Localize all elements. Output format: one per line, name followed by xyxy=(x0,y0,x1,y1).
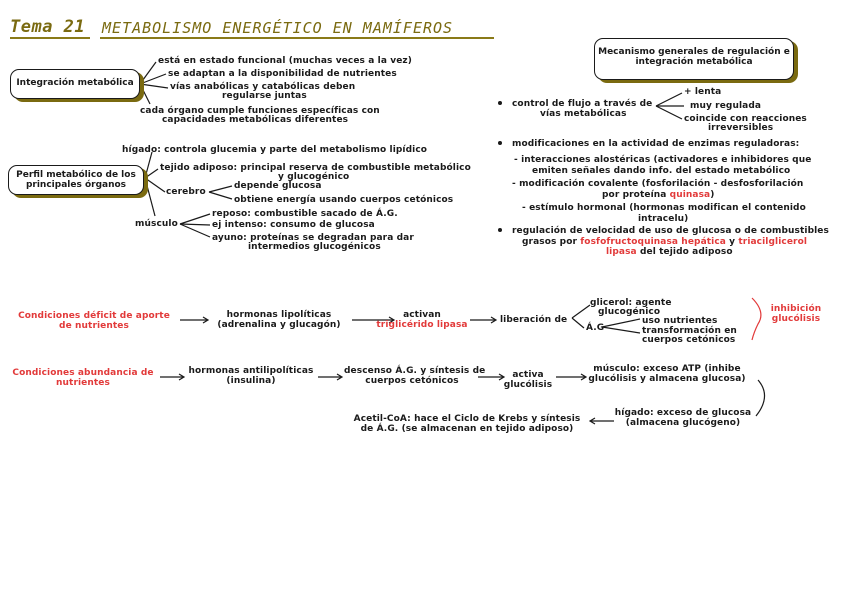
regulacion-text xyxy=(522,237,807,247)
hormonas-line: hormonas lipolíticas xyxy=(226,310,332,320)
modif-text: ) xyxy=(710,190,715,200)
modif-label: modificaciones en la actividad de enzimas reguladoras: xyxy=(512,139,800,149)
bullet-dot xyxy=(498,101,502,105)
perfil-tejido: y glucogénico xyxy=(278,172,350,182)
branch-line xyxy=(180,224,210,225)
hormonas-line: hormonas antilipolíticas xyxy=(188,366,314,376)
glicerol-text: glicerol: agente xyxy=(590,298,672,308)
ag-label: Á.G xyxy=(586,323,605,333)
tema-label: Tema 21 xyxy=(10,17,86,37)
modif-item: intracelu) xyxy=(638,214,689,224)
branch-line xyxy=(209,192,232,199)
tag-lipasa-enzyme: triacilglicerol xyxy=(738,237,808,247)
perfil-tejido: tejido adiposo: principal reserva de combustible metabólico xyxy=(160,163,471,173)
mecanismos-title: integración metabólica xyxy=(635,57,753,67)
activan-text xyxy=(370,310,474,330)
arrow-line xyxy=(318,374,342,380)
regulacion-part: del tejido adiposo xyxy=(639,247,733,257)
musculo-line: glucólisis y almacena glucosa) xyxy=(588,374,746,384)
higado-line: (almacena glucógeno) xyxy=(625,418,741,428)
descenso-line: descenso Á.G. y síntesis de xyxy=(344,366,486,376)
mecanismos-title: Mecanismo generales de regulación e xyxy=(598,47,790,57)
arrow-line xyxy=(160,374,184,380)
ag-item: cuerpos cetónicos xyxy=(642,335,736,345)
cerebro-item: obtiene energía usando cuerpos cetónicos xyxy=(234,195,454,205)
hormonas-line: (insulina) xyxy=(226,376,276,386)
bullet-dot xyxy=(498,228,502,232)
integracion-item: capacidades metabólicas diferentes xyxy=(162,115,349,125)
mecanismos-box xyxy=(594,38,794,80)
tg-lipasa: triglicérido lipasa xyxy=(376,320,468,330)
brace-line xyxy=(752,298,761,340)
inhibicion-line: glucólisis xyxy=(771,314,821,324)
activa-line: activa xyxy=(512,370,544,380)
descenso-line: cuerpos cetónicos xyxy=(365,376,459,386)
modif-item xyxy=(602,190,714,200)
regulacion-part: grasos por xyxy=(522,237,578,247)
branch-line xyxy=(572,318,584,328)
perfil-musculo: músculo xyxy=(135,219,178,229)
branch-line xyxy=(140,84,168,88)
abundancia-label xyxy=(8,368,158,388)
modif-item: - modificación covalente (fosforilación - desfosforilación xyxy=(512,179,804,189)
branch-line xyxy=(209,186,232,192)
musculo-item: ej intenso: consumo de glucosa xyxy=(212,220,375,230)
abundancia-label-line: Condiciones abundancia de xyxy=(12,368,154,378)
higado-line: hígado: exceso de glucosa xyxy=(614,408,752,418)
activan-line: activan xyxy=(403,310,441,320)
integracion-item: está en estado funcional (muchas veces a la vez) xyxy=(158,56,412,66)
branch-line xyxy=(180,224,210,237)
deficit-label-line: de nutrientes xyxy=(59,321,129,331)
pfk-enzyme: fosfofructoquinasa hepática xyxy=(580,237,726,247)
modif-text: por proteína xyxy=(602,190,667,200)
branch-line xyxy=(656,93,682,106)
perfil-label: principales órganos xyxy=(25,180,127,190)
inhibicion-line: inhibición xyxy=(770,304,822,314)
acetil-line: Acetil-CoA: hace el Ciclo de Krebs y síntesis xyxy=(353,414,581,424)
control-item: muy regulada xyxy=(690,101,762,111)
control-item: irreversibles xyxy=(708,123,774,133)
branch-line xyxy=(602,327,640,333)
hormonas-lipoliticas xyxy=(212,310,346,330)
integracion-label: Integración metabólica xyxy=(16,78,134,88)
arrow-line xyxy=(556,374,586,380)
lipasa-enzyme: lipasa xyxy=(606,247,637,257)
deficit-label-line: Condiciones déficit de aporte xyxy=(18,311,170,321)
control-item: + lenta xyxy=(684,87,722,97)
musculo-item: ayuno: proteínas se degradan para dar xyxy=(212,233,414,243)
quinasa-text: quinasa xyxy=(669,190,711,200)
branch-line xyxy=(180,214,210,224)
integracion-item: se adaptan a la disponibilidad de nutrientes xyxy=(168,69,397,79)
regulacion-text: regulación de velocidad de uso de glucosa o de combustibles xyxy=(512,226,829,236)
liberacion-text: liberación de xyxy=(500,315,568,325)
activa-line: glucólisis xyxy=(503,380,553,390)
perfil-higado: hígado: controla glucemia y parte del metabolismo lipídico xyxy=(122,145,428,155)
arrow-line xyxy=(590,418,614,424)
branch-line xyxy=(572,305,590,318)
integracion-box xyxy=(10,69,140,99)
perfil-cerebro: cerebro xyxy=(166,187,206,197)
acetil-coa-text xyxy=(346,414,588,434)
cerebro-item: depende glucosa xyxy=(234,181,322,191)
perfil-box xyxy=(8,165,144,195)
regulacion-text xyxy=(606,247,733,257)
control-label: control de flujo a través de xyxy=(512,99,653,109)
ag-item: uso nutrientes xyxy=(642,316,718,326)
inhibicion-text xyxy=(766,304,826,324)
deficit-label xyxy=(14,311,174,331)
modif-item: - estímulo hormonal (hormonas modifican el contenido xyxy=(522,203,806,213)
branch-line xyxy=(656,106,682,119)
integracion-item: vías anabólicas y catabólicas deben xyxy=(170,82,356,92)
integracion-item: regularse juntas xyxy=(222,91,307,101)
curve-line xyxy=(756,380,765,416)
acetil-line: de Á.G. (se almacenan en tejido adiposo) xyxy=(360,424,574,434)
musculo-exceso xyxy=(584,364,750,384)
regulacion-part: y xyxy=(729,237,736,247)
hormonas-antilipoliticas xyxy=(186,366,316,386)
ag-item: transformación en xyxy=(642,326,737,336)
abundancia-label-line: nutrientes xyxy=(56,378,110,388)
musculo-line: músculo: exceso ATP (inhibe xyxy=(593,364,741,374)
modif-item: emiten señales dando info. del estado metabólico xyxy=(532,166,791,176)
bullet-dot xyxy=(498,141,502,145)
perfil-label: Perfil metabólico de los xyxy=(16,170,136,180)
hormonas-line: (adrenalina y glucagón) xyxy=(217,320,341,330)
activa-text xyxy=(500,370,556,390)
branch-line xyxy=(140,84,150,104)
musculo-item: reposo: combustible sacado de Á.G. xyxy=(212,209,398,219)
integracion-item: cada órgano cumple funciones específicas con xyxy=(140,106,380,116)
descenso-text xyxy=(344,366,486,386)
modif-item: - interacciones alostéricas (activadores e inhibidores que xyxy=(514,155,812,165)
glicerol-text: glucogénico xyxy=(598,307,661,317)
control-item: coincide con reacciones xyxy=(684,114,807,124)
higado-exceso xyxy=(612,408,754,428)
musculo-item: intermedios glucogénicos xyxy=(248,242,381,252)
control-label: vías metabólicas xyxy=(540,109,627,119)
arrow-line xyxy=(180,317,208,323)
branch-line xyxy=(602,319,640,327)
page-title: METABOLISMO ENERGÉTICO EN MAMÍFEROS xyxy=(102,19,454,37)
